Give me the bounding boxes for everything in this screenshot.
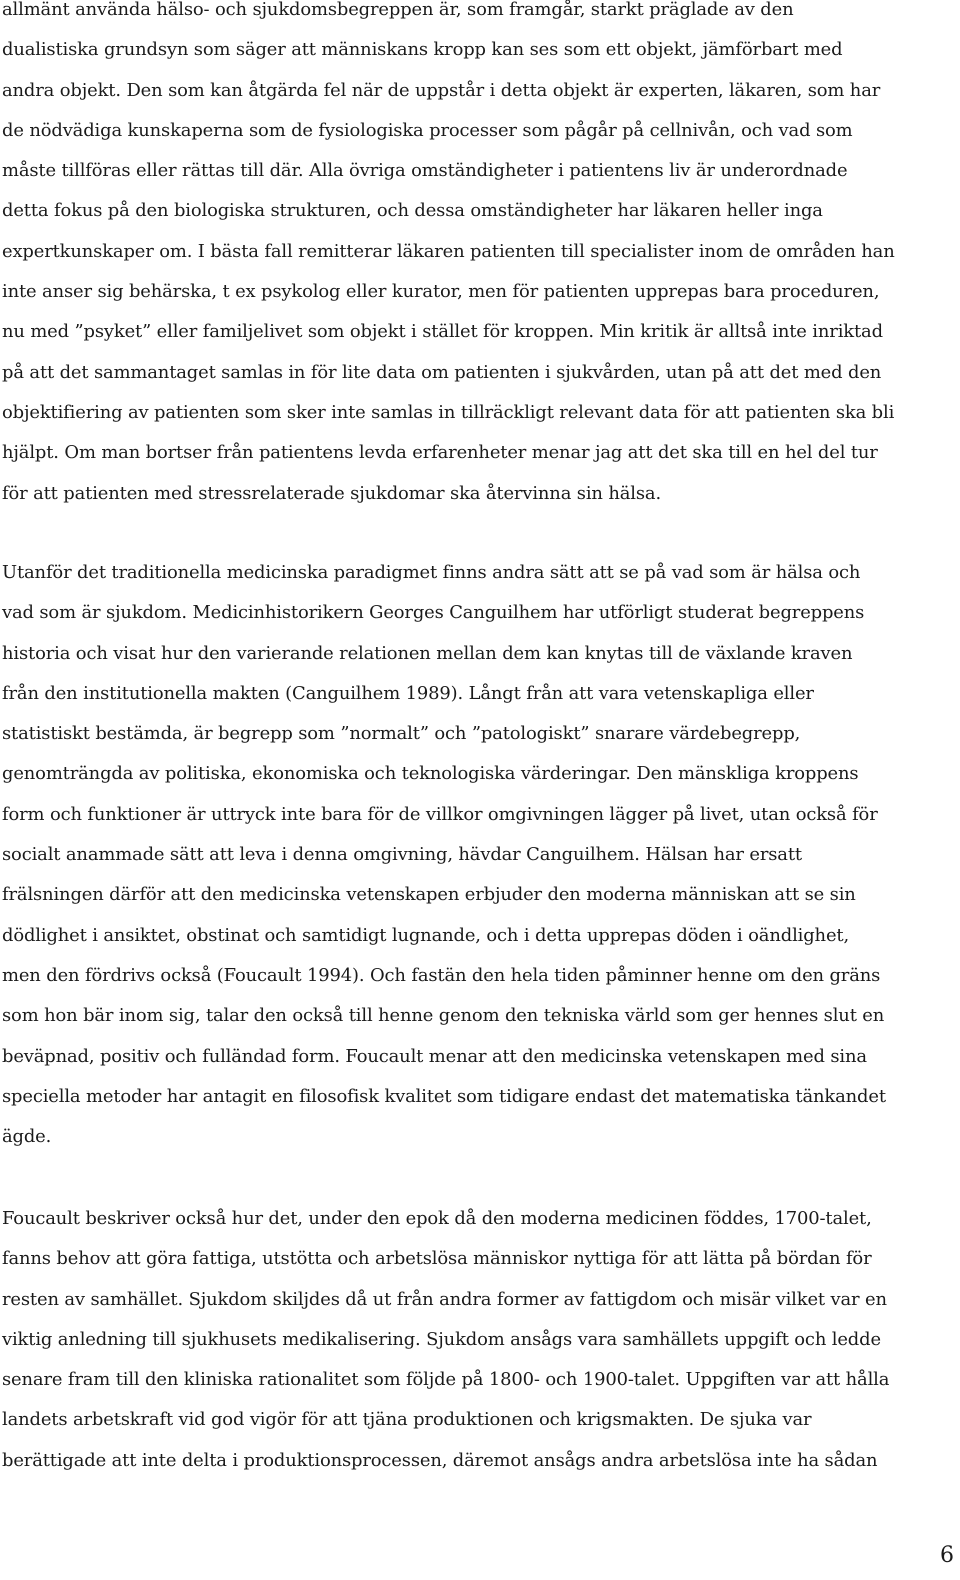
text-line: men den fördrivs också (Foucault 1994). Och fastän den hela tiden påminner henne om den gräns [2,964,881,986]
text-line: Utanför det traditionella medicinska paradigmet finns andra sätt att se på vad som är hälsa och [2,562,861,583]
text-line: detta fokus på den biologiska strukturen, och dessa omständigheter har läkaren heller inga [2,200,823,222]
text-line: genomträngda av politiska, ekonomiska och teknologiska värderingar. Den mänskliga kroppens [2,763,859,785]
text-line: på att det sammantaget samlas in för lite data om patienten i sjukvården, utan på att det med den [2,361,882,383]
text-line: objektifiering av patienten som sker inte samlas in tillräckligt relevant data för att patienten ska bli [2,401,895,423]
text-line: socialt anammade sätt att leva i denna omgivning, hävdar Canguilhem. Hälsan har ersatt [2,844,802,866]
text-line: resten av samhället. Sjukdom skiljdes då ut från andra former av fattigdom och misär vilket var en [2,1288,887,1310]
text-line: nu med ”psyket” eller familjelivet som objekt i stället för kroppen. Min kritik är alltså inte inriktad [2,321,883,343]
text-line: från den institutionella makten (Canguilhem 1989). Långt från att vara vetenskapliga eller [2,682,814,704]
text-line: Foucault beskriver också hur det, under den epok då den moderna medicinen föddes, 1700-talet, [2,1208,872,1229]
paragraph-3 [2,1199,958,1481]
text-line: andra objekt. Den som kan åtgärda fel när de uppstår i detta objekt är experten, läkaren, som har [2,79,881,101]
text-line: form och funktioner är uttryck inte bara för de villkor omgivningen lägger på livet, utan också för [2,803,878,825]
text-line: inte anser sig behärska, t ex psykolog eller kurator, men för patienten upprepas bara proceduren, [2,281,880,303]
text-line: beväpnad, positiv och fulländad form. Foucault menar att den medicinska vetenskapen med sina [2,1045,867,1067]
text-line: ägde. [2,1126,52,1148]
text-line: viktig anledning till sjukhusets medikalisering. Sjukdom ansågs vara samhällets uppgift och ledde [2,1328,881,1350]
text-line: vad som är sjukdom. Medicinhistorikern Georges Canguilhem har utförligt studerat begreppens [2,602,865,624]
text-line: allmänt använda hälso- och sjukdomsbegreppen är, som framgår, starkt präglade av den [2,0,794,20]
page-number: 6 [940,1543,954,1568]
text-line: hjälpt. Om man bortser från patientens levda erfarenheter menar jag att det ska till en hel del tur [2,442,878,464]
paragraph-2 [2,553,958,1157]
text-line: för att patienten med stressrelaterade sjukdomar ska återvinna sin hälsa. [2,482,662,504]
paragraph-1 [2,0,958,514]
text-line: speciella metoder har antagit en filosofisk kvalitet som tidigare endast det matematiska tänkandet [2,1085,886,1107]
text-line: expertkunskaper om. I bästa fall remitterar läkaren patienten till specialister inom de områden han [2,240,895,262]
text-line: senare fram till den kliniska rationalitet som följde på 1800- och 1900-talet. Uppgiften var att hålla [2,1369,890,1391]
text-line: frälsningen därför att den medicinska vetenskapen erbjuder den moderna människan att se sin [2,884,856,906]
text-line: dualistiska grundsyn som säger att människans kropp kan ses som ett objekt, jämförbart med [2,39,843,61]
text-line: landets arbetskraft vid god vigör för att tjäna produktionen och krigsmakten. De sjuka var [2,1409,812,1431]
text-line: som hon bär inom sig, talar den också till henne genom den tekniska värld som ger hennes slut en [2,1005,885,1027]
text-line: fanns behov att göra fattiga, utstötta och arbetslösa människor nyttiga för att lätta på bördan för [2,1248,872,1270]
text-line: de nödvädiga kunskaperna som de fysiologiska processer som pågår på cellnivån, och vad som [2,119,853,141]
text-line: berättigade att inte delta i produktionsprocessen, däremot ansågs andra arbetslösa inte ha sådan [2,1449,878,1471]
text-line: statistiskt bestämda, är begrepp som ”normalt” och ”patologiskt” snarare värdebegrepp, [2,723,801,745]
text-line: måste tillföras eller rättas till där. Alla övriga omständigheter i patientens liv är underordnade [2,160,848,182]
text-line: historia och visat hur den varierande relationen mellan dem kan knytas till de växlande kraven [2,642,853,664]
text-line: dödlighet i ansiktet, obstinat och samtidigt lugnande, och i detta upprepas döden i oändlighet, [2,924,850,946]
